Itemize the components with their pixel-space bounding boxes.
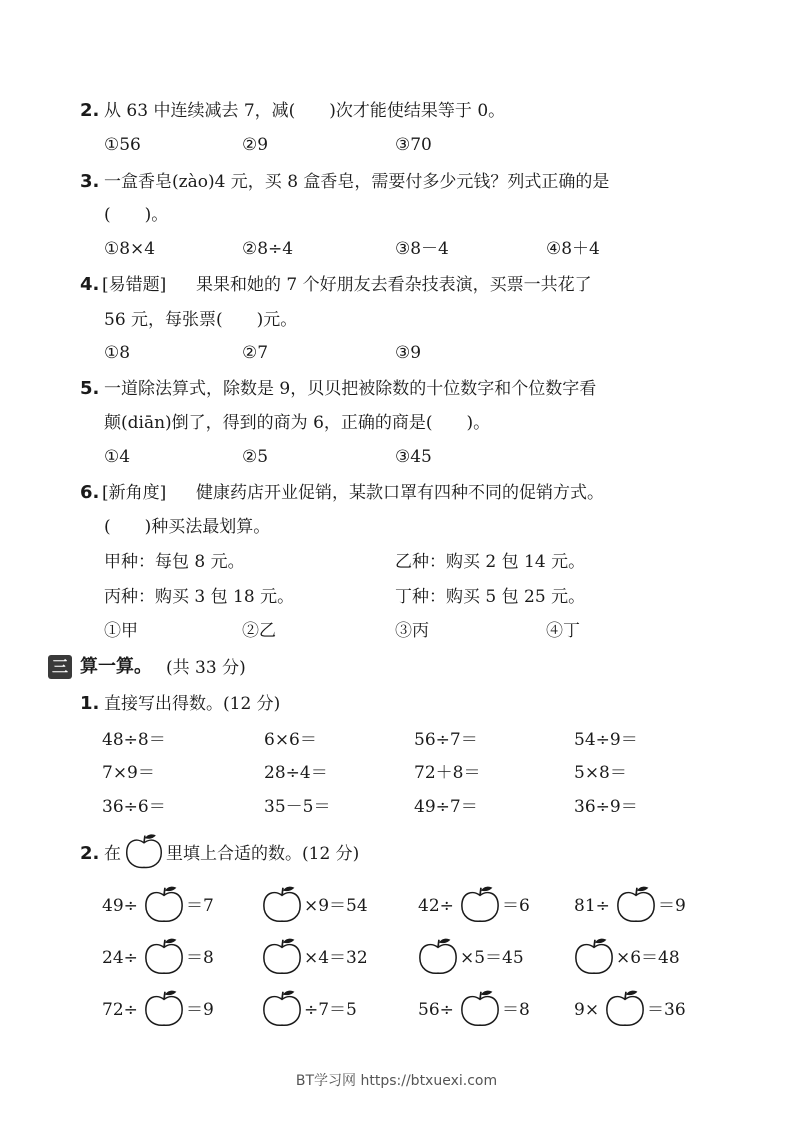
q6-option-3: ③丙 [395,621,429,641]
calc-item: 36÷9＝ [574,797,638,817]
apple-blank-icon[interactable] [604,988,646,1028]
q5-line1: 一道除法算式，除数是 9，贝贝把被除数的十位数字和个位数字看 [104,379,597,399]
calc-item: 56÷7＝ [414,730,478,750]
apple-blank-icon[interactable] [261,936,303,976]
fill-expr-post: ＝6 [502,896,530,916]
section-badge-label: 三 [51,657,68,676]
s1-number: 1. [80,693,100,714]
q4-option-1: ①8 [104,343,131,363]
q6-line2: ( )种买法最划算。 [104,517,271,537]
calc-item: 35－5＝ [264,797,331,817]
q6-way-3: 丙种：购买 3 包 18 元。 [104,587,295,607]
q4-line2: 56 元，每张票( )元。 [104,310,298,330]
calc-item: 48÷8＝ [102,730,166,750]
q6-line1: 健康药店开业促销，某款口罩有四种不同的促销方式。 [196,483,604,503]
s2-number: 2. [80,843,100,864]
fill-expr-pre: 81÷ [574,896,610,916]
q6-way-4: 丁种：购买 5 包 25 元。 [395,587,586,607]
q3-line2: ( )。 [104,205,169,225]
q4-tag: [易错题] [102,275,167,295]
section-title: 算一算。 [80,656,152,677]
q4-option-2: ②7 [242,343,269,363]
apple-blank-icon[interactable] [261,884,303,924]
fill-expr-post: ＝9 [658,896,686,916]
q6-option-2: ②乙 [242,621,276,641]
apple-blank-icon[interactable] [615,884,657,924]
apple-icon [124,832,164,870]
calc-item: 72＋8＝ [414,763,481,783]
q6-way-1: 甲种：每包 8 元。 [104,552,245,572]
fill-expr-post: ＝36 [647,1000,686,1020]
fill-expr-post: ÷7＝5 [304,1000,357,1020]
calc-item: 49÷7＝ [414,797,478,817]
apple-blank-icon[interactable] [459,884,501,924]
apple-blank-icon[interactable] [459,988,501,1028]
s2-title-post: 里填上合适的数。(12 分) [166,844,360,864]
q2-text: 从 63 中连续减去 7，减( )次才能使结果等于 0。 [104,101,506,121]
q5-option-1: ①4 [104,447,131,467]
section-score: (共 33 分) [166,658,246,678]
apple-blank-icon[interactable] [417,936,459,976]
apple-blank-icon[interactable] [143,936,185,976]
fill-expr-post: ＝8 [186,948,214,968]
calc-item: 28÷4＝ [264,763,328,783]
fill-expr-pre: 24÷ [102,948,138,968]
q6-option-1: ①甲 [104,621,138,641]
section-badge [48,655,72,679]
calc-item: 7×9＝ [102,763,155,783]
fill-expr-post: ＝8 [502,1000,530,1020]
q3-line1: 一盒香皂(zào)4 元，买 8 盒香皂，需要付多少元钱？列式正确的是 [104,172,610,192]
q3-option-2: ②8÷4 [242,239,294,259]
s1-title: 直接写出得数。(12 分) [104,694,281,714]
fill-expr-post: ＝7 [186,896,214,916]
calc-item: 36÷6＝ [102,797,166,817]
q3-option-1: ①8×4 [104,239,156,259]
q6-option-4: ④丁 [546,621,580,641]
q6-way-2: 乙种：购买 2 包 14 元。 [395,552,586,572]
fill-expr-pre: 42÷ [418,896,454,916]
apple-blank-icon[interactable] [143,884,185,924]
q2-option-2: ②9 [242,135,269,155]
q4-number: 4. [80,274,100,295]
s2-title-pre: 在 [104,844,121,864]
fill-expr-pre: 9× [574,1000,600,1020]
fill-expr-post: ×9＝54 [304,896,368,916]
footer-watermark: BT学习网 https://btxuexi.com [295,1073,498,1089]
q5-line2: 颠(diān)倒了，得到的商为 6，正确的商是( )。 [104,413,491,433]
q5-option-2: ②5 [242,447,269,467]
q5-number: 5. [80,378,100,399]
fill-expr-pre: 72÷ [102,1000,138,1020]
q3-option-4: ④8＋4 [546,239,600,259]
q5-option-3: ③45 [395,447,432,467]
apple-blank-icon[interactable] [573,936,615,976]
q3-option-3: ③8－4 [395,239,449,259]
q2-option-1: ①56 [104,135,141,155]
apple-blank-icon[interactable] [143,988,185,1028]
calc-item: 5×8＝ [574,763,627,783]
apple-blank-icon[interactable] [261,988,303,1028]
fill-expr-post: ×6＝48 [616,948,680,968]
q2-option-3: ③70 [395,135,432,155]
fill-expr-post: ＝9 [186,1000,214,1020]
fill-expr-pre: 49÷ [102,896,138,916]
fill-expr-pre: 56÷ [418,1000,454,1020]
q6-number: 6. [80,482,100,503]
q4-option-3: ③9 [395,343,422,363]
calc-item: 6×6＝ [264,730,317,750]
calc-item: 54÷9＝ [574,730,638,750]
q3-number: 3. [80,171,100,192]
q6-tag: [新角度] [102,483,167,503]
q4-line1: 果果和她的 7 个好朋友去看杂技表演，买票一共花了 [196,275,592,295]
fill-expr-post: ×5＝45 [460,948,524,968]
fill-expr-post: ×4＝32 [304,948,368,968]
q2-number: 2. [80,100,100,121]
